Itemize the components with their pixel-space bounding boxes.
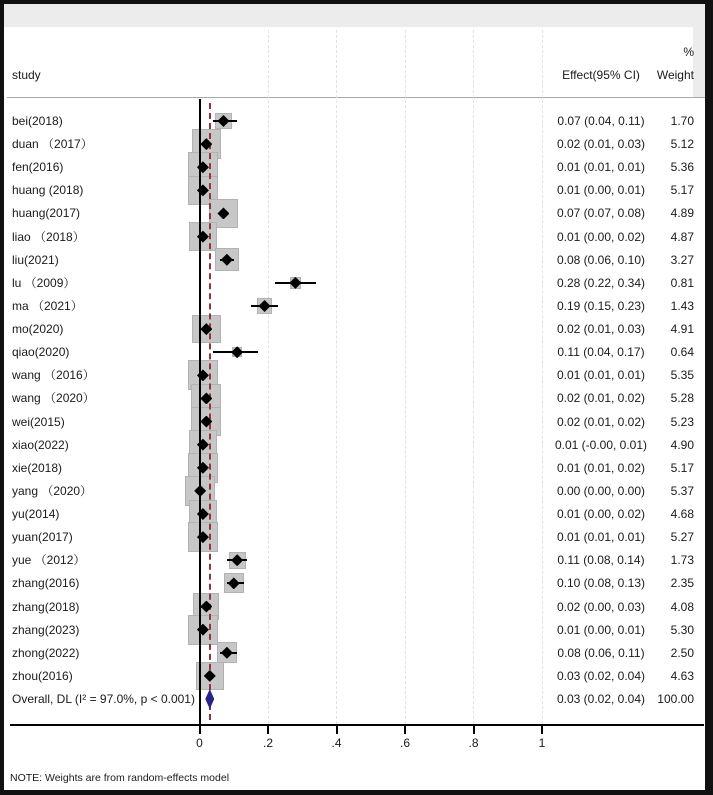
x-gridline: [336, 30, 337, 724]
x-axis-tick: [541, 726, 543, 734]
weight-value: 3.27: [670, 252, 694, 267]
effect-ci-value: 0.01 (0.01, 0.01): [556, 160, 646, 175]
weight-value: 2.50: [670, 645, 694, 660]
study-label: mo(2020): [12, 322, 64, 337]
study-label: bei(2018): [12, 114, 63, 128]
weight-value: 5.28: [670, 391, 694, 406]
weight-value: 1.70: [670, 114, 694, 128]
study-label: liao （2018）: [12, 229, 85, 244]
weight-value: 5.37: [670, 483, 694, 498]
effect-ci-value: 0.11 (0.04, 0.17): [557, 345, 645, 360]
effect-ci-value: 0.11 (0.08, 0.14): [557, 553, 645, 568]
effect-ci-value: 0.03 (0.02, 0.04): [556, 668, 646, 683]
x-axis-tick: [199, 726, 201, 734]
study-column-header: study: [12, 68, 41, 82]
weight-value: 5.36: [670, 160, 694, 175]
study-label: qiao(2020): [12, 345, 70, 360]
study-label: xie(2018): [12, 460, 63, 475]
x-axis-tick-label: 0: [196, 736, 203, 750]
effect-ci-value: 0.01 (0.00, 0.01): [556, 622, 646, 637]
x-axis-tick-label: .6: [399, 736, 410, 750]
study-label: liu(2021): [12, 252, 59, 267]
weight-value: 4.87: [670, 229, 694, 244]
study-label: lu （2009）: [12, 275, 76, 290]
effect-ci-value: 0.01 (0.01, 0.01): [556, 368, 646, 383]
effect-ci-value: 0.19 (0.15, 0.23): [556, 298, 646, 313]
effect-ci-value: 0.28 (0.22, 0.34): [556, 275, 646, 290]
study-label: ma （2021）: [12, 298, 83, 313]
effect-ci-value: 0.08 (0.06, 0.11): [557, 645, 645, 660]
study-label: zhang(2023): [12, 622, 80, 637]
effect-ci-value: 0.01 (-0.00, 0.01): [554, 437, 648, 452]
weight-value: 5.27: [670, 530, 694, 545]
weight-value: 2.35: [670, 576, 694, 591]
x-axis-line: [10, 724, 704, 726]
weight-value: 4.91: [670, 322, 694, 337]
x-axis-tick-label: .8: [468, 736, 479, 750]
study-label: wang （2020）: [12, 391, 95, 406]
effect-ci-value: 0.02 (0.01, 0.02): [556, 414, 646, 429]
right-margin-band: [693, 27, 705, 98]
header-separator-line: [7, 97, 705, 98]
effect-ci-value: 0.01 (0.00, 0.02): [556, 507, 646, 522]
effect-ci-value: 0.02 (0.01, 0.03): [556, 137, 646, 152]
weight-value: 4.08: [670, 599, 694, 614]
weight-value: 0.81: [670, 275, 694, 290]
weight-value: 5.17: [670, 460, 694, 475]
effect-ci-value: 0.00 (0.00, 0.00): [556, 483, 646, 498]
weights-note: NOTE: Weights are from random-effects model: [10, 772, 230, 784]
weight-value: 5.17: [670, 183, 694, 198]
weight-value: 4.90: [670, 437, 694, 452]
effect-ci-value: 0.02 (0.01, 0.02): [556, 391, 646, 406]
effect-ci-value: 0.07 (0.04, 0.11): [557, 114, 645, 128]
study-label: zhang(2018): [12, 599, 80, 614]
overall-label: Overall, DL (I² = 97.0%, p < 0.001): [12, 692, 195, 706]
weight-value: 0.64: [670, 345, 694, 360]
weight-value: 5.30: [670, 622, 694, 637]
x-gridline: [405, 30, 406, 724]
effect-ci-value: 0.07 (0.07, 0.08): [556, 206, 646, 221]
weight-value: 1.43: [670, 298, 694, 313]
x-axis-tick: [473, 726, 475, 734]
weight-value: 5.35: [670, 368, 694, 383]
weight-value: 5.12: [670, 137, 694, 152]
effect-ci-value: 0.01 (0.01, 0.02): [556, 460, 646, 475]
percent-header: %: [683, 45, 694, 59]
study-label: duan （2017）: [12, 137, 93, 152]
overall-weight-value: 100.00: [657, 692, 694, 706]
x-axis-tick-label: .4: [331, 736, 342, 750]
x-axis-tick-label: .2: [262, 736, 273, 750]
study-label: zhou(2016): [12, 668, 73, 683]
effect-ci-value: 0.02 (0.00, 0.03): [556, 599, 646, 614]
study-label: zhang(2016): [12, 576, 80, 591]
weight-column-header: Weight: [656, 68, 694, 82]
effect-column-header: Effect(95% CI): [562, 68, 640, 82]
effect-ci-value: 0.02 (0.01, 0.03): [556, 322, 646, 337]
study-label: wang （2016）: [12, 368, 95, 383]
effect-ci-value: 0.01 (0.01, 0.01): [556, 530, 646, 545]
effect-ci-value: 0.08 (0.06, 0.10): [556, 252, 646, 267]
overall-effect-ci-value: 0.03 (0.02, 0.04): [556, 692, 646, 706]
study-label: xiao(2022): [12, 437, 69, 452]
weight-value: 1.73: [670, 553, 694, 568]
study-label: zhong(2022): [12, 645, 80, 660]
study-label: wei(2015): [12, 414, 65, 429]
overall-effect-dashed-line: [209, 103, 211, 720]
x-axis-tick-label: 1: [538, 736, 546, 750]
weight-value: 5.23: [670, 414, 694, 429]
study-label: huang(2017): [12, 206, 81, 221]
study-label: yue （2012）: [12, 553, 86, 568]
x-axis-tick: [267, 726, 269, 734]
x-axis-tick: [336, 726, 338, 734]
effect-ci-value: 0.01 (0.00, 0.02): [556, 229, 646, 244]
weight-value: 4.89: [670, 206, 694, 221]
study-label: yuan(2017): [12, 530, 73, 545]
study-label: fen(2016): [12, 160, 64, 175]
study-label: yu(2014): [12, 507, 60, 522]
weight-value: 4.63: [670, 668, 694, 683]
top-margin-band: [4, 4, 705, 27]
x-axis-tick: [404, 726, 406, 734]
weight-value: 4.68: [670, 507, 694, 522]
x-gridline: [268, 30, 269, 724]
effect-ci-value: 0.10 (0.08, 0.13): [556, 576, 646, 591]
x-gridline: [473, 30, 474, 724]
study-label: huang (2018): [12, 183, 84, 198]
study-label: yang （2020）: [12, 483, 93, 498]
effect-ci-value: 0.01 (0.00, 0.01): [556, 183, 646, 198]
